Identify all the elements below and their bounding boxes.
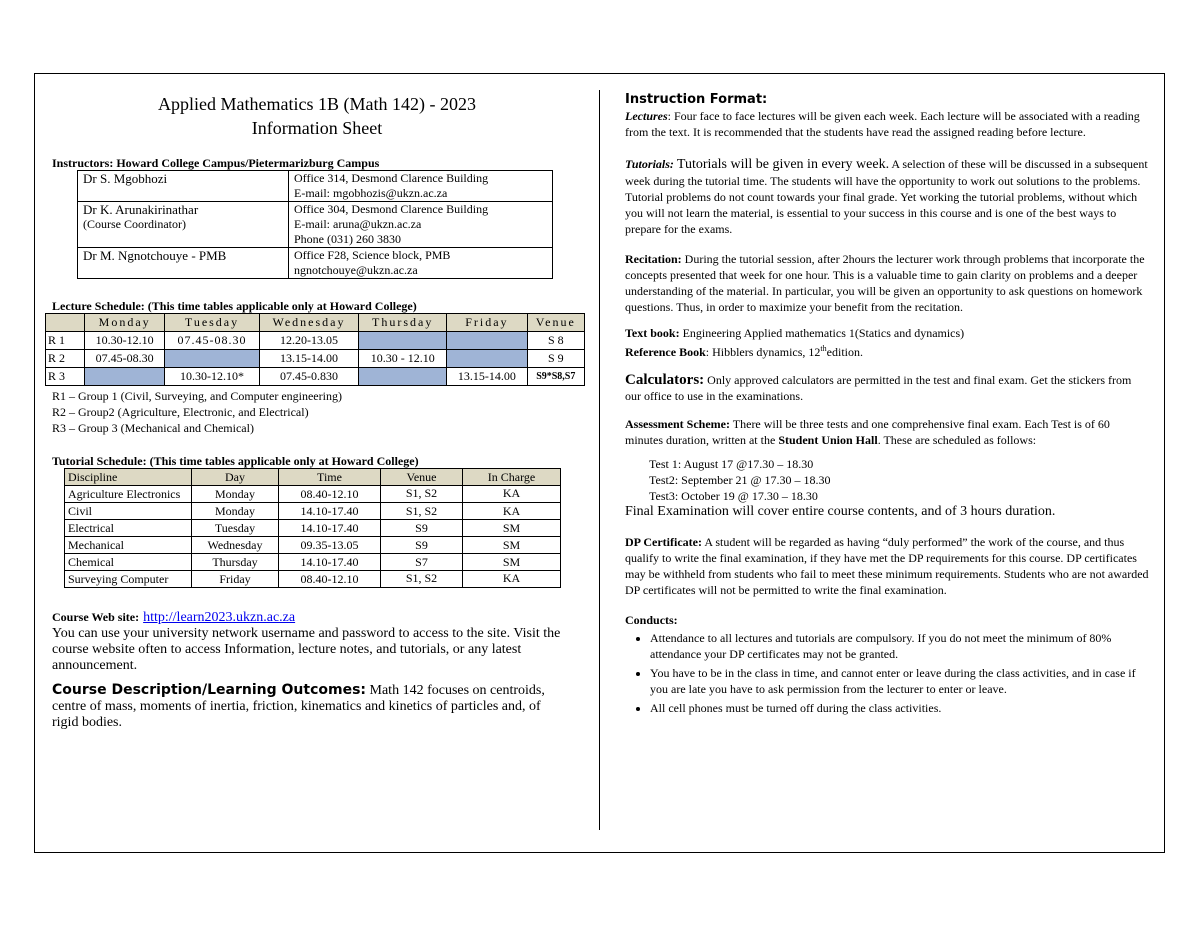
tutorial-header-cell: Time <box>279 469 381 486</box>
lecture-cell: 13.15-14.00 <box>447 368 527 386</box>
group-item: R3 – Group 3 (Mechanical and Chemical) <box>52 421 254 435</box>
instructor-name-cell <box>78 248 289 279</box>
tutorial-discipline: Mechanical <box>65 537 192 554</box>
lecture-group-cell: R 3 <box>46 368 85 386</box>
lecture-cell: 12.20-13.05 <box>259 332 359 350</box>
lectures-paragraph <box>625 108 1150 140</box>
lecture-cell: 07.45-08.30 <box>85 350 165 368</box>
tutorial-time: 08.40-12.10 <box>279 486 381 503</box>
lecture-header-cell <box>46 314 85 332</box>
lecture-row <box>46 350 585 368</box>
group-item: R2 – Group2 (Agriculture, Electronic, and Electrical) <box>52 405 309 419</box>
assessment-text-2: . These are scheduled as follows: <box>877 433 1037 447</box>
lecture-cell: 07.45-08.30 <box>165 332 259 350</box>
group-item: R1 – Group 1 (Civil, Surveying, and Computer engineering) <box>52 389 342 403</box>
tutorial-time: 14.10-17.40 <box>279 554 381 571</box>
tutorial-charge: KA <box>463 571 561 588</box>
test-item: Test 1: August 17 @17.30 – 18.30 <box>649 457 814 471</box>
lecture-venue-cell: S 9 <box>527 350 584 368</box>
assessment-venue: Student Union Hall <box>778 433 878 447</box>
tutorial-venue: S9 <box>381 537 463 554</box>
recitation-text: During the tutorial session, after 2hours the lecturer work through problems that incorporate the concepts presented that week for one hour. This is a valuable time to gain clarity on problems and a deeper understanding of the material. In particular, you will be given an opportunity to ask questions on homework questions. Thus, in order to maximize your benefit from the recitation. <box>625 252 1145 314</box>
tutorial-charge: SM <box>463 554 561 571</box>
instruction-heading: Instruction Format: <box>625 92 768 107</box>
reference-text: : Hibblers dynamics, 12 <box>705 345 821 359</box>
lecture-group-cell: R 2 <box>46 350 85 368</box>
tutorial-day: Tuesday <box>192 520 279 537</box>
tutorial-charge: SM <box>463 520 561 537</box>
tutorial-header-cell: Discipline <box>65 469 192 486</box>
tutorial-row <box>65 520 561 537</box>
instructor-name: Dr K. Arunakirinathar <box>83 202 199 217</box>
textbook-text: Engineering Applied mathematics 1(Statics and dynamics) <box>682 326 965 340</box>
instructors-heading: Instructors: Howard College Campus/Pietermarizburg Campus <box>52 156 380 170</box>
lecture-heading: Lecture Schedule: (This time tables applicable only at Howard College) <box>52 299 417 313</box>
lecture-header-cell: Wednesday <box>259 314 359 332</box>
reference-end: edition. <box>826 345 863 359</box>
lecture-row <box>46 332 585 350</box>
tutorial-header-cell: Venue <box>381 469 463 486</box>
instructor-contact-cell <box>289 202 553 248</box>
lecture-cell: 07.45-0.830 <box>259 368 359 386</box>
tutorial-venue: S1, S2 <box>381 503 463 520</box>
textbook-label: Text book: <box>625 326 680 340</box>
lecture-header-cell: Tuesday <box>165 314 259 332</box>
instructor-email: E-mail: mgobhozis@ukzn.ac.za <box>294 186 448 200</box>
tutorial-row <box>65 486 561 503</box>
tutorial-charge: KA <box>463 486 561 503</box>
tutorial-venue: S9 <box>381 520 463 537</box>
conduct-item: • You have to be in the class in time, and cannot enter or leave during the class activities, and in case if you are late you have to ask permission from the lecturer to enter or leave. <box>650 665 1150 697</box>
reference-line <box>625 341 1150 360</box>
tutorial-charge: SM <box>463 537 561 554</box>
conducts-label: Conducts: <box>625 613 678 627</box>
lecture-group-cell: R 1 <box>46 332 85 350</box>
lecture-cell: 10.30 - 12.10 <box>359 350 447 368</box>
conduct-item: • All cell phones must be turned off during the class activities. <box>650 700 1150 716</box>
tutorial-day: Thursday <box>192 554 279 571</box>
website-text: You can use your university network username and password to access to the site. Visit the course website often to access Information, lecture notes, and tutorials, or any latest announcement. <box>52 626 561 673</box>
dp-text: A student will be regarded as having “duly performed” the work of the course, and thus qualify to write the final examination, if they have met the DP requirements for this course. DP certificates may be withheld from students who fail to meet these minimum requirements. Students who are not awarded DP certificates will not be permitted to write the final examination. <box>625 535 1149 597</box>
calculators-text: Only approved calculators are permitted in the test and final exam. Get the stickers from our office to use in the examinations. <box>625 373 1132 403</box>
instructor-phone: Phone (031) 260 3830 <box>294 232 401 246</box>
tutorial-day: Monday <box>192 503 279 520</box>
tutorial-venue: S7 <box>381 554 463 571</box>
tutorial-row <box>65 554 561 571</box>
instructor-contact-cell <box>289 171 553 202</box>
course-description <box>52 682 562 731</box>
tutorial-heading: Tutorial Schedule: (This time tables applicable only at Howard College) <box>52 454 419 468</box>
lecture-venue-cell: S9*S8,S7 <box>527 368 584 386</box>
dp-paragraph <box>625 534 1150 598</box>
instructor-role: (Course Coordinator) <box>83 217 186 231</box>
tutorial-header-cell: In Charge <box>463 469 561 486</box>
instructor-office: Office 304, Desmond Clarence Building <box>294 202 489 216</box>
instructor-row <box>78 202 553 248</box>
dp-label: DP Certificate: <box>625 535 702 549</box>
tutorial-day: Friday <box>192 571 279 588</box>
tutorial-time: 14.10-17.40 <box>279 503 381 520</box>
test-item: Test2: September 21 @ 17.30 – 18.30 <box>649 473 831 487</box>
lecture-cell: 13.15-14.00 <box>259 350 359 368</box>
tutorial-row <box>65 571 561 588</box>
lecture-cell <box>359 332 447 350</box>
instructor-email: E-mail: aruna@ukzn.ac.za <box>294 217 422 231</box>
reference-label: Reference Book <box>625 345 706 359</box>
reference-sup: th <box>820 344 827 353</box>
instructor-email: ngnotchouye@ukzn.ac.za <box>294 263 418 277</box>
recitation-paragraph <box>625 251 1150 315</box>
lecture-cell <box>359 368 447 386</box>
instructor-name-cell <box>78 171 289 202</box>
tutorial-discipline: Chemical <box>65 554 192 571</box>
lecture-venue-cell: S 8 <box>527 332 584 350</box>
instructor-name: Dr M. Ngnotchouye - PMB <box>83 248 227 263</box>
lecture-table <box>45 313 585 386</box>
tutorial-discipline: Civil <box>65 503 192 520</box>
conduct-item: • Attendance to all lectures and tutorials are compulsory. If you do not meet the minimum of 80% attendance your DP certificates may not be granted. <box>650 630 1150 662</box>
assessment-text-1: There will be three tests and one comprehensive final exam. Each Test is of 60 minutes duration, written at the <box>625 417 1110 447</box>
lecture-header-row <box>46 314 585 332</box>
tutorial-header-row <box>65 469 561 486</box>
test-item: Test3: October 19 @ 17.30 – 18.30 <box>649 489 818 503</box>
tutorial-time: 14.10-17.40 <box>279 520 381 537</box>
instructor-contact-cell <box>289 248 553 279</box>
tutorial-row <box>65 537 561 554</box>
tutorial-time: 09.35-13.05 <box>279 537 381 554</box>
website-link[interactable]: http://learn2023.ukzn.ac.za <box>143 610 296 625</box>
tutorial-row <box>65 503 561 520</box>
recitation-label: Recitation: <box>625 252 682 266</box>
left-column <box>48 92 587 731</box>
lecture-cell: 10.30-12.10 <box>85 332 165 350</box>
tutorial-discipline: Electrical <box>65 520 192 537</box>
final-exam: Final Examination will cover entire course contents, and of 3 hours duration. <box>625 504 1056 519</box>
tutorial-venue: S1, S2 <box>381 571 463 588</box>
course-description-label: Course Description/Learning Outcomes: <box>52 682 367 698</box>
tutorial-discipline: Surveying Computer <box>65 571 192 588</box>
lecture-header-cell: Monday <box>85 314 165 332</box>
tutorial-table <box>64 468 561 588</box>
tutorial-discipline: Agriculture Electronics <box>65 486 192 503</box>
tutorials-text-lead: Tutorials will be given in every week. <box>676 157 890 172</box>
tutorial-venue: S1, S2 <box>381 486 463 503</box>
calculators-paragraph <box>625 372 1150 404</box>
tutorials-text: A selection of these will be discussed in a subsequent week during the tutorial time. The students will have the opportunity to work out solutions to the problems. Tutorial problems do not count towards your final grade. Yet working the tutorial problems, without which you will not learn the material, is essential to your success in this course and is one of the best ways to prepare for the exams. <box>625 157 1148 236</box>
instructor-office: Office 314, Desmond Clarence Building <box>294 171 489 185</box>
conducts-list <box>625 630 1150 716</box>
instructor-name-cell <box>78 202 289 248</box>
lecture-header-cell: Thursday <box>359 314 447 332</box>
lecture-row <box>46 368 585 386</box>
tutorials-label: Tutorials: <box>625 157 674 171</box>
tutorial-day: Wednesday <box>192 537 279 554</box>
column-divider <box>599 90 600 830</box>
lecture-header-cell: Friday <box>447 314 527 332</box>
instructor-office: Office F28, Science block, PMB <box>294 248 451 262</box>
lecture-cell <box>85 368 165 386</box>
tutorial-charge: KA <box>463 503 561 520</box>
lectures-text: : Four face to face lectures will be given each week. Each lecture will be associated with a reading from the text. It is recommended that the students have read the assigned reading before lecture. <box>625 109 1140 139</box>
title-line-2: Information Sheet <box>251 118 383 138</box>
title-line-1: Applied Mathematics 1B (Math 142) - 2023 <box>158 94 476 114</box>
tutorial-header-cell: Day <box>192 469 279 486</box>
course-description-text: Math 142 focuses on centroids, centre of mass, moments of inertia, friction, kinematics and kinetics of particles and, of rigid bodies. <box>52 683 545 730</box>
instructors-table <box>77 170 553 279</box>
tests-list <box>649 456 1150 504</box>
tutorials-paragraph <box>625 156 1150 237</box>
group-list <box>52 388 587 436</box>
lecture-cell <box>165 350 259 368</box>
lecture-cell: 10.30-12.10* <box>165 368 259 386</box>
website-label: Course Web site: <box>52 610 140 624</box>
website-section <box>52 608 587 626</box>
instructor-name: Dr S. Mgobhozi <box>83 171 168 186</box>
assessment-paragraph <box>625 416 1150 448</box>
right-column <box>625 92 1150 719</box>
lecture-header-cell: Venue <box>527 314 584 332</box>
tutorial-time: 08.40-12.10 <box>279 571 381 588</box>
calculators-label: Calculators: <box>625 372 705 388</box>
instructor-row <box>78 248 553 279</box>
lecture-cell <box>447 350 527 368</box>
textbook-line <box>625 325 1150 341</box>
assessment-label: Assessment Scheme: <box>625 417 730 431</box>
lecture-cell <box>447 332 527 350</box>
tutorial-day: Monday <box>192 486 279 503</box>
lectures-label: Lectures <box>625 109 668 123</box>
instructor-row <box>78 171 553 202</box>
